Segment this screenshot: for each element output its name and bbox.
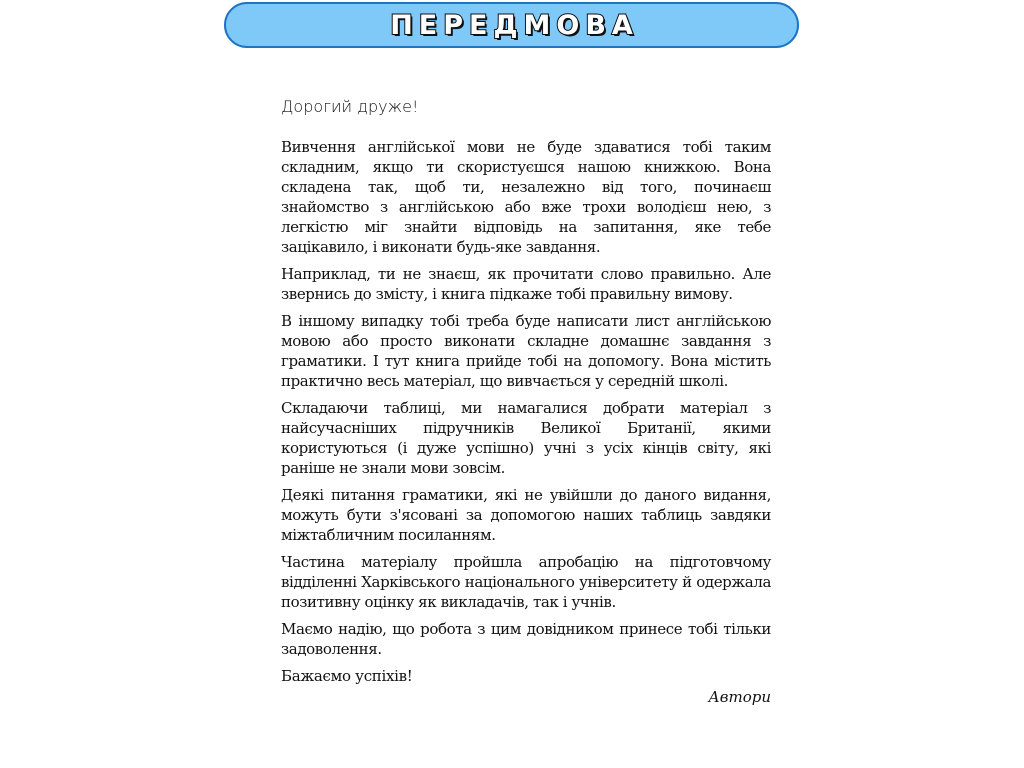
preface-text bbox=[281, 96, 771, 707]
paragraph: Маємо надію, що робота з цим довідником принесе тобі тільки задоволення. bbox=[281, 620, 771, 658]
page-title: ПЕРЕДМОВА bbox=[390, 9, 639, 41]
paragraph: В іншому випадку тобі треба буде написати лист англійською мовою або просто виконати складне домашнє завдання з граматики. І тут книга прийде тобі на допомогу. Вона містить практично весь матеріал, що вивчається у середній школі. bbox=[281, 312, 771, 390]
paragraph: Частина матеріалу пройшла апробацію на підготовчому відділенні Харківського національного університету й одержала позитивну оцінку як викладачів, так і учнів. bbox=[281, 553, 771, 611]
paragraph: Складаючи таблиці, ми намагалися добрати матеріал з найсучасніших підручників Великої Британії, якими користуються (і дуже успішно) учні з усіх кінців світу, які раніше не знали мови зовсім. bbox=[281, 399, 771, 477]
closing-wish: Бажаємо успіхів! bbox=[281, 667, 413, 685]
title-banner bbox=[224, 2, 799, 48]
greeting: Дорогий друже! bbox=[281, 97, 419, 116]
paragraph: Деякі питання граматики, які не увійшли до даного видання, можуть бути з'ясовані за допомогою наших таблиць завдяки міжтабличним посиланням. bbox=[281, 486, 771, 544]
paragraph: Вивчення англійської мови не буде здаватися тобі таким складним, якщо ти скористуєшся нашою книжкою. Вона складена так, щоб ти, незалежно від того, починаєш знайомство з англійською або вже трохи володієш нею, з легкістю міг знайти відповідь на запитання, яке тебе зацікавило, і виконати будь-яке завдання. bbox=[281, 138, 771, 256]
paragraph: Наприклад, ти не знаєш, як прочитати слово правильно. Але звернись до змісту, і книга підкаже тобі правильну вимову. bbox=[281, 265, 771, 303]
signature: Автори bbox=[708, 688, 771, 706]
